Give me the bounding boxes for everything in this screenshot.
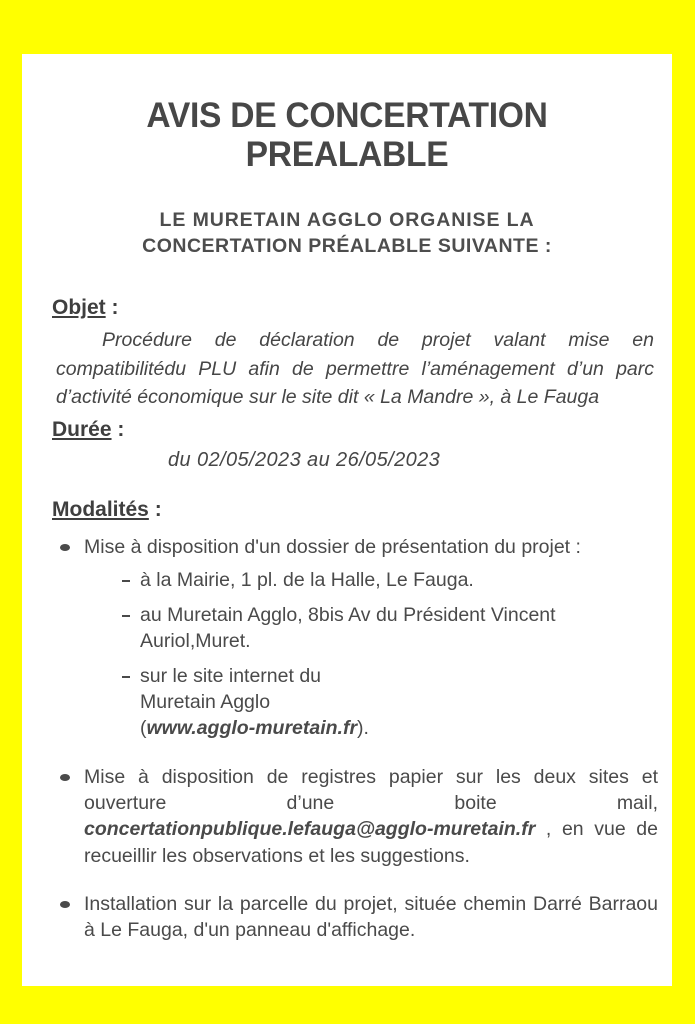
objet-body	[56, 326, 654, 412]
page-title	[64, 96, 630, 174]
bullet-text: Installation sur la parcelle du projet, située chemin Darré Barraou à Le Fauga, d'un panneau d'affichage.	[84, 892, 658, 942]
bullet-dot-icon	[60, 544, 70, 551]
website-link[interactable]: www.agglo-muretain.fr	[146, 716, 358, 739]
sub-bullet-website-line	[140, 716, 658, 742]
notice-poster	[22, 54, 672, 986]
modalites-heading-word: Modalités	[52, 497, 149, 521]
objet-body-line-1: Procédure de déclaration de projet valant mise en	[102, 328, 654, 351]
list-item	[84, 603, 658, 655]
bullet-text-part-2: , en vue de recueillir les observations et les suggestions.	[84, 818, 658, 867]
objet-heading-word: Objet	[52, 295, 106, 319]
bullet-text: Mise à disposition d'un dossier de présentation du projet :	[84, 535, 581, 558]
dash-marker-icon	[122, 580, 130, 582]
objet-body-line-3: d’activité économique sur le site dit « La Mandre », à Le Fauga	[56, 386, 600, 409]
bullet-text-part-1: Mise à disposition de registres papier sur les deux sites et ouverture d’une boite mail,	[84, 765, 658, 814]
dash-marker-icon	[122, 615, 130, 617]
objet-body-line-2: compatibilitédu PLU afin de permettre l’aménagement d’un parc	[56, 357, 654, 380]
subtitle	[44, 208, 650, 259]
list-item	[56, 534, 658, 742]
bullet-dot-icon	[60, 901, 70, 908]
title-line-2: PREALABLE	[245, 135, 449, 175]
dash-marker-icon	[122, 676, 130, 678]
objet-heading-colon: :	[105, 295, 119, 319]
sub-bullet-text: sur le site internet du	[140, 664, 322, 687]
paren-open: (	[140, 716, 147, 739]
duree-value: du 02/05/2023 au 26/05/2023	[168, 448, 441, 471]
title-line-1: AVIS DE CONCERTATION	[146, 96, 548, 135]
subtitle-line-2: CONCERTATION PRÉALABLE SUIVANTE :	[142, 235, 552, 258]
list-item	[56, 764, 658, 869]
list-item	[84, 664, 658, 742]
bullet-dot-icon	[60, 774, 70, 781]
list-item	[84, 568, 658, 594]
list-item	[56, 891, 658, 944]
sub-bullet-text-cont: Auriol,Muret.	[140, 629, 251, 652]
duree-heading-word: Durée	[52, 417, 112, 441]
section-heading-duree	[52, 418, 672, 442]
section-heading-objet	[52, 296, 672, 320]
sub-bullet-text-cont: Muretain Agglo	[140, 690, 271, 713]
modalites-bullet-list	[22, 534, 672, 944]
sub-bullet-text: au Muretain Agglo, 8bis Av du Président Vincent	[140, 604, 556, 627]
sub-bullet-list	[84, 568, 658, 742]
duree-heading-colon: :	[111, 417, 125, 441]
email-address[interactable]: concertationpublique.lefauga@agglo-muretain.fr	[84, 818, 536, 841]
subtitle-line-1: LE MURETAIN AGGLO ORGANISE LA	[159, 209, 535, 232]
paren-close: ).	[357, 716, 369, 739]
section-heading-modalites	[52, 498, 672, 522]
sub-bullet-text: à la Mairie, 1 pl. de la Halle, Le Fauga.	[140, 569, 474, 592]
modalites-heading-colon: :	[148, 497, 162, 521]
